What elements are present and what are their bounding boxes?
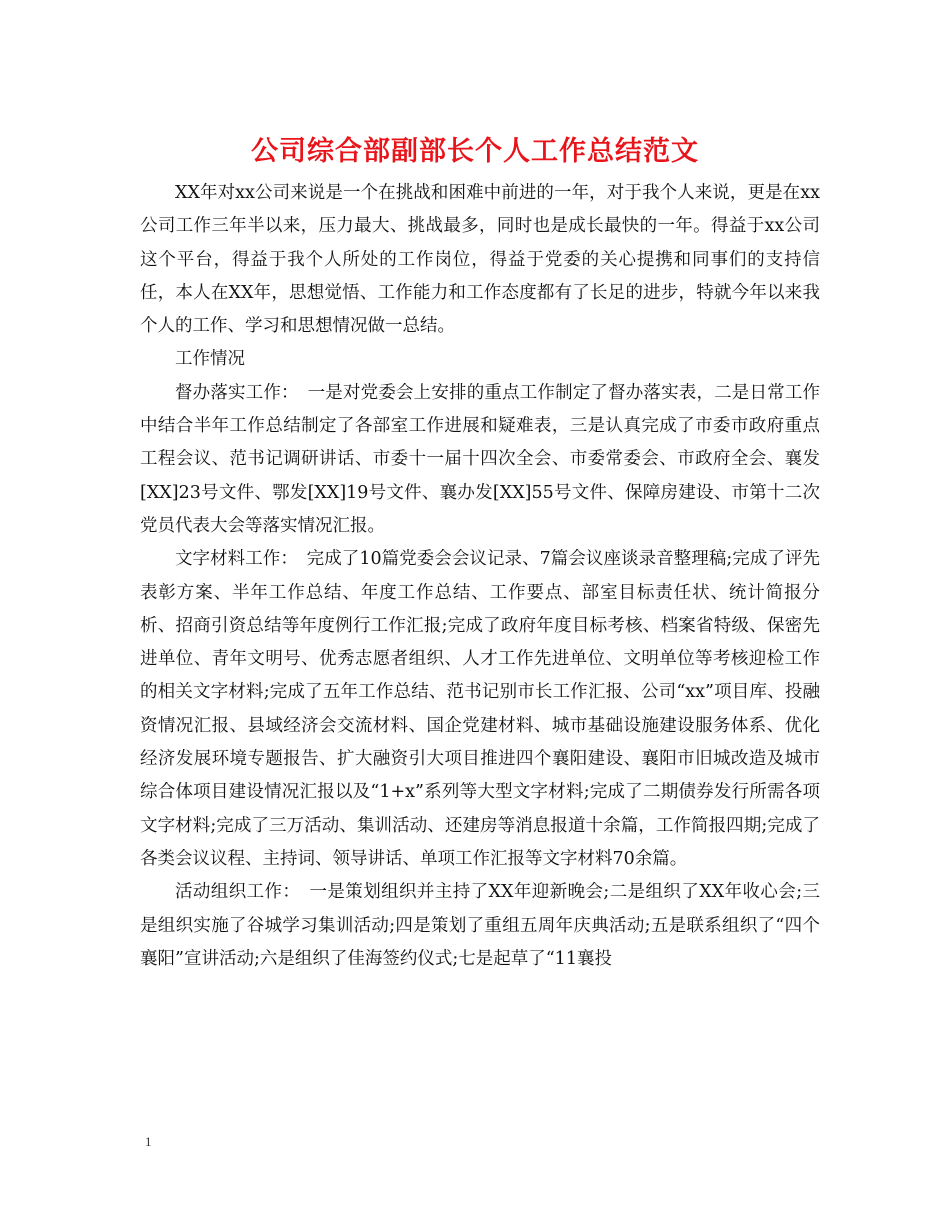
intro-paragraph: XX年对xx公司来说是一个在挑战和困难中前进的一年，对于我个人来说，更是在xx公司工作三年半以来，压力最大、挑战最多，同时也是成长最快的一年。得益于xx公司这个平台，得益于我个人所处的工作岗位，得益于党委的关心提携和同事们的支持信任，本人在XX年，思想觉悟、工作能力和工作态度都有了长足的进步，特就今年以来我个人的工作、学习和思想情况做一总结。 [140, 183, 820, 337]
event-organization-paragraph: 活动组织工作： 一是策划组织并主持了XX年迎新晚会;二是组织了XX年收心会;三是组织实施了谷城学习集训活动;四是策划了重组五周年庆典活动;五是联系组织了“四个襄阳”宣讲活动;六是组织了佳海签约仪式;七是起草了“11襄投 [140, 882, 820, 969]
document-body [140, 177, 820, 976]
written-materials-paragraph: 文字材料工作： 完成了10篇党委会会议记录、7篇会议座谈录音整理稿;完成了评先表彰方案、半年工作总结、年度工作总结、工作要点、部室目标责任状、统计简报分析、招商引资总结等年度例行工作汇报;完成了政府年度目标考核、档案省特级、保密先进单位、青年文明号、优秀志愿者组织、人才工作先进单位、文明单位等考核迎检工作的相关文字材料;完成了五年工作总结、范书记别市长工作汇报、公司“xx”项目库、投融资情况汇报、县域经济会交流材料、国企党建材料、城市基础设施建设服务体系、优化经济发展环境专题报告、扩大融资引大项目推进四个襄阳建设、襄阳市旧城改造及城市综合体项目建设情况汇报以及“1+x”系列等大型文字材料;完成了二期债券发行所需各项文字材料;完成了三万活动、集训活动、还建房等消息报道十余篇，工作简报四期;完成了各类会议议程、主持词、领导讲话、单项工作汇报等文字材料70余篇。 [140, 549, 820, 869]
section-heading-work-status: 工作情况 [175, 349, 245, 370]
supervision-paragraph: 督办落实工作： 一是对党委会上安排的重点工作制定了督办落实表，二是日常工作中结合半年工作总结制定了各部室工作进展和疑难表，三是认真完成了市委市政府重点工程会议、范书记调研讲话、市委十一届十四次全会、市委常委会、市政府全会、襄发[XX]23号文件、鄂发[XX]19号文件、襄办发[XX]55号文件、保障房建设、市第十二次党员代表大会等落实情况汇报。 [140, 382, 820, 536]
document-title: 公司综合部副部长个人工作总结范文 [251, 136, 699, 167]
page-number: 1 [145, 1134, 152, 1149]
